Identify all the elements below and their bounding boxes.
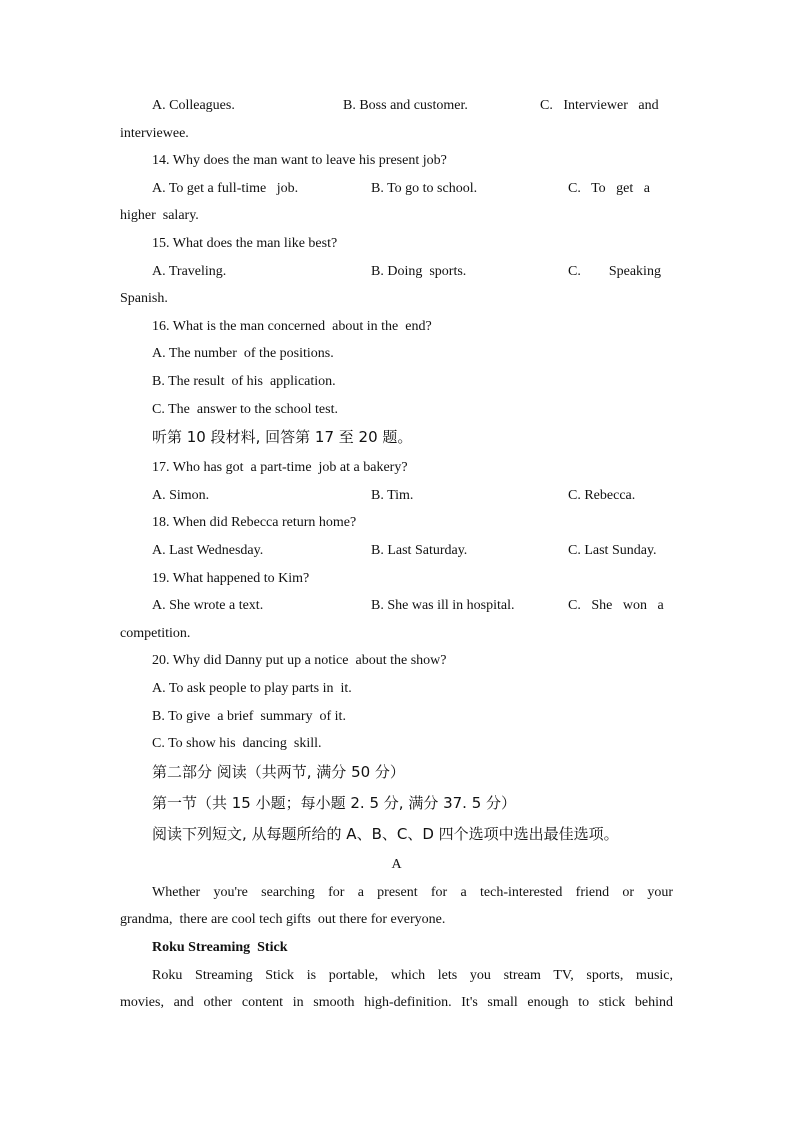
- passage-a-para-1-line-1: Whether you're searching for a present for a tech-interested friend or your: [152, 885, 673, 900]
- q14-question: 14. Why does the man want to leave his present job?: [152, 153, 447, 168]
- q18-question: 18. When did Rebecca return home?: [152, 515, 357, 530]
- part-2-heading: 第二部分 阅读（共两节, 满分 50 分）: [152, 763, 405, 781]
- q20-option-b: B. To give a brief summary of it.: [152, 709, 346, 724]
- section-1-heading: 第一节（共 15 小题；每小题 2. 5 分, 满分 37. 5 分）: [152, 794, 517, 812]
- q19-question: 19. What happened to Kim?: [152, 571, 310, 586]
- q20-option-c: C. To show his dancing skill.: [152, 736, 322, 751]
- passage-a-para-2-line-2: movies, and other content in smooth high-definition. It's small enough to stick behind: [120, 995, 673, 1010]
- q17-question: 17. Who has got a part-time job at a bakery?: [152, 460, 408, 475]
- q13-option-a: A. Colleagues.: [152, 98, 235, 113]
- q19-option-b: B. She was ill in hospital.: [371, 598, 515, 613]
- q18-option-b: B. Last Saturday.: [371, 543, 468, 558]
- q15-option-c: C. Speaking: [568, 264, 661, 279]
- q14-option-c: C. To get a: [568, 181, 650, 196]
- q15-option-a: A. Traveling.: [152, 264, 227, 279]
- q19-option-c: C. She won a: [568, 598, 664, 613]
- q16-option-b: B. The result of his application.: [152, 374, 336, 389]
- q20-option-a: A. To ask people to play parts in it.: [152, 681, 352, 696]
- q17-option-c: C. Rebecca.: [568, 488, 636, 503]
- passage-a-para-1-line-2: grandma, there are cool tech gifts out there for everyone.: [120, 912, 446, 927]
- q18-option-a: A. Last Wednesday.: [152, 543, 264, 558]
- q13-option-c-wrap: interviewee.: [120, 126, 189, 141]
- q20-question: 20. Why did Danny put up a notice about the show?: [152, 653, 447, 668]
- passage-a-para-2-line-1: Roku Streaming Stick is portable, which lets you stream TV, sports, music,: [152, 968, 673, 983]
- q15-option-b: B. Doing sports.: [371, 264, 467, 279]
- q16-question: 16. What is the man concerned about in the end?: [152, 319, 432, 334]
- q17-option-a: A. Simon.: [152, 488, 210, 503]
- reading-instruction: 阅读下列短文, 从每题所给的 A、B、C、D 四个选项中选出最佳选项。: [152, 825, 619, 843]
- q13-option-c: C. Interviewer and: [540, 98, 659, 113]
- section-10-instruction: 听第 10 段材料, 回答第 17 至 20 题。: [152, 428, 413, 446]
- q15-question: 15. What does the man like best?: [152, 236, 338, 251]
- product-title: Roku Streaming Stick: [152, 940, 288, 955]
- q19-option-a: A. She wrote a text.: [152, 598, 264, 613]
- q14-option-c-wrap: higher salary.: [120, 208, 199, 223]
- passage-label: A: [391, 857, 402, 872]
- q16-option-c: C. The answer to the school test.: [152, 402, 338, 417]
- q17-option-b: B. Tim.: [371, 488, 414, 503]
- q15-option-c-wrap: Spanish.: [120, 291, 168, 306]
- q19-option-c-wrap: competition.: [120, 626, 191, 641]
- q18-option-c: C. Last Sunday.: [568, 543, 657, 558]
- q16-option-a: A. The number of the positions.: [152, 346, 334, 361]
- q14-option-a: A. To get a full-time job.: [152, 181, 299, 196]
- q13-option-b: B. Boss and customer.: [343, 98, 468, 113]
- q14-option-b: B. To go to school.: [371, 181, 478, 196]
